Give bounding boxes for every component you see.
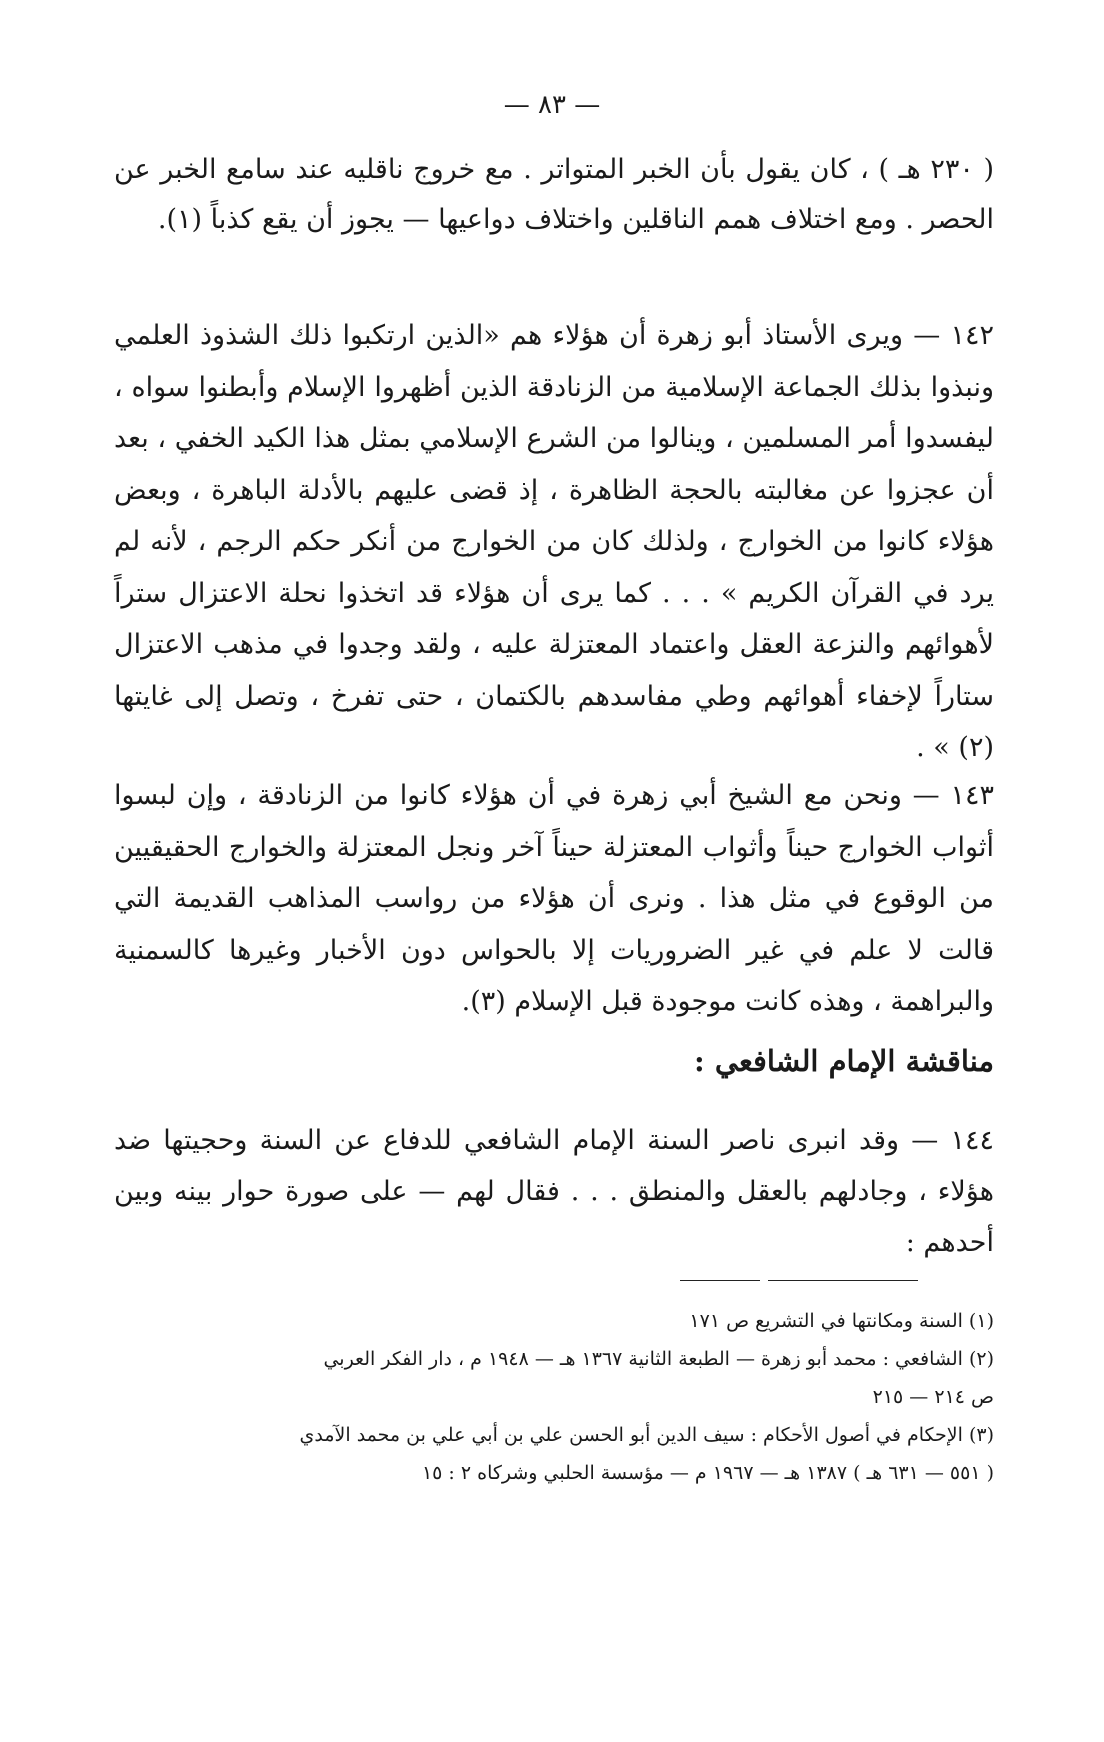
paragraph-144: ١٤٤ — وقد انبرى ناصر السنة الإمام الشافعي للدفاع عن السنة وحجيتها ضد هؤلاء ، وجادلهم بالعقل والمنطق . . . فقال لهم — على صورة حوار بينه وبين أحدهم : — [114, 1125, 994, 1258]
footnote-2: (٢) الشافعي : محمد أبو زهرة — الطبعة الثانية ١٣٦٧ هـ — ١٩٤٨ م ، دار الفكر العربي — [323, 1348, 994, 1370]
footnotes — [114, 1302, 994, 1492]
footnote-3-continuation: ( ٥٥١ — ٦٣١ هـ ) ١٣٨٧ هـ — ١٩٦٧ م — مؤسسة الحلبي وشركاه ٢ : ١٥ — [421, 1462, 994, 1484]
footnote-1: (١) السنة ومكانتها في التشريع ص ١٧١ — [689, 1310, 994, 1332]
footnote-2-continuation: ص ٢١٤ — ٢١٥ — [872, 1386, 994, 1408]
footnote-separator-right — [768, 1280, 918, 1281]
paragraph-142: ١٤٢ — ويرى الأستاذ أبو زهرة أن هؤلاء هم «الذين ارتكبوا ذلك الشذوذ العلمي ونبذوا بذلك الجماعة الإسلامية من الزنادقة الذين أظهروا الإسلام وأبطنوا سواه ، ليفسدوا أمر المسلمين ، وينالوا من الشرع الإسلامي بمثل هذا الكيد الخفي ، بعد أن عجزوا عن مغالبته بالحجة الظاهرة ، إذ قضى عليهم بالأدلة الباهرة ، وبعض هؤلاء كانوا من الخوارج ، ولذلك كان من الخوارج من أنكر حكم الرجم ، لأنه لم يرد في القرآن الكريم » . . . كما يرى أن هؤلاء قد اتخذوا نحلة الاعتزال ستراً لأهوائهم والنزعة العقل واعتماد المعتزلة عليه ، ولقد وجدوا في مذهب الاعتزال ستاراً لإخفاء أهوائهم وطي مفاسدهم بالكتمان ، حتى تفرخ ، وتصل إلى غايتها (٢) » . — [114, 320, 995, 763]
paragraph-intro: ( ٢٣٠ هـ ) ، كان يقول بأن الخبر المتواتر . مع خروج ناقليه عند سامع الخبر عن الحصر . ومع اختلاف همم الناقلين واختلاف دواعيها — يجوز أن يقع كذباً (١). — [114, 154, 995, 235]
footnote-3: (٣) الإحكام في أصول الأحكام : سيف الدين أبو الحسن علي بن أبي علي بن محمد الآمدي — [299, 1424, 994, 1446]
page-number: — ٨٣ — — [503, 90, 601, 120]
paragraph-143: ١٤٣ — ونحن مع الشيخ أبي زهرة في أن هؤلاء كانوا من الزنادقة ، وإن لبسوا أثواب الخوارج حيناً وأثواب المعتزلة حيناً آخر ونجل المعتزلة والخوارج الحقيقيين من الوقوع في مثل هذا . ونرى أن هؤلاء من رواسب المذاهب القديمة التي قالت لا علم في غير الضروريات إلا بالحواس دون الأخبار وغيرها كالسمنية والبراهمة ، وهذه كانت موجودة قبل الإسلام (٣). — [114, 780, 994, 1017]
section-heading: مناقشة الإمام الشافعي : — [694, 1044, 994, 1078]
footnote-separator-left — [680, 1280, 760, 1281]
